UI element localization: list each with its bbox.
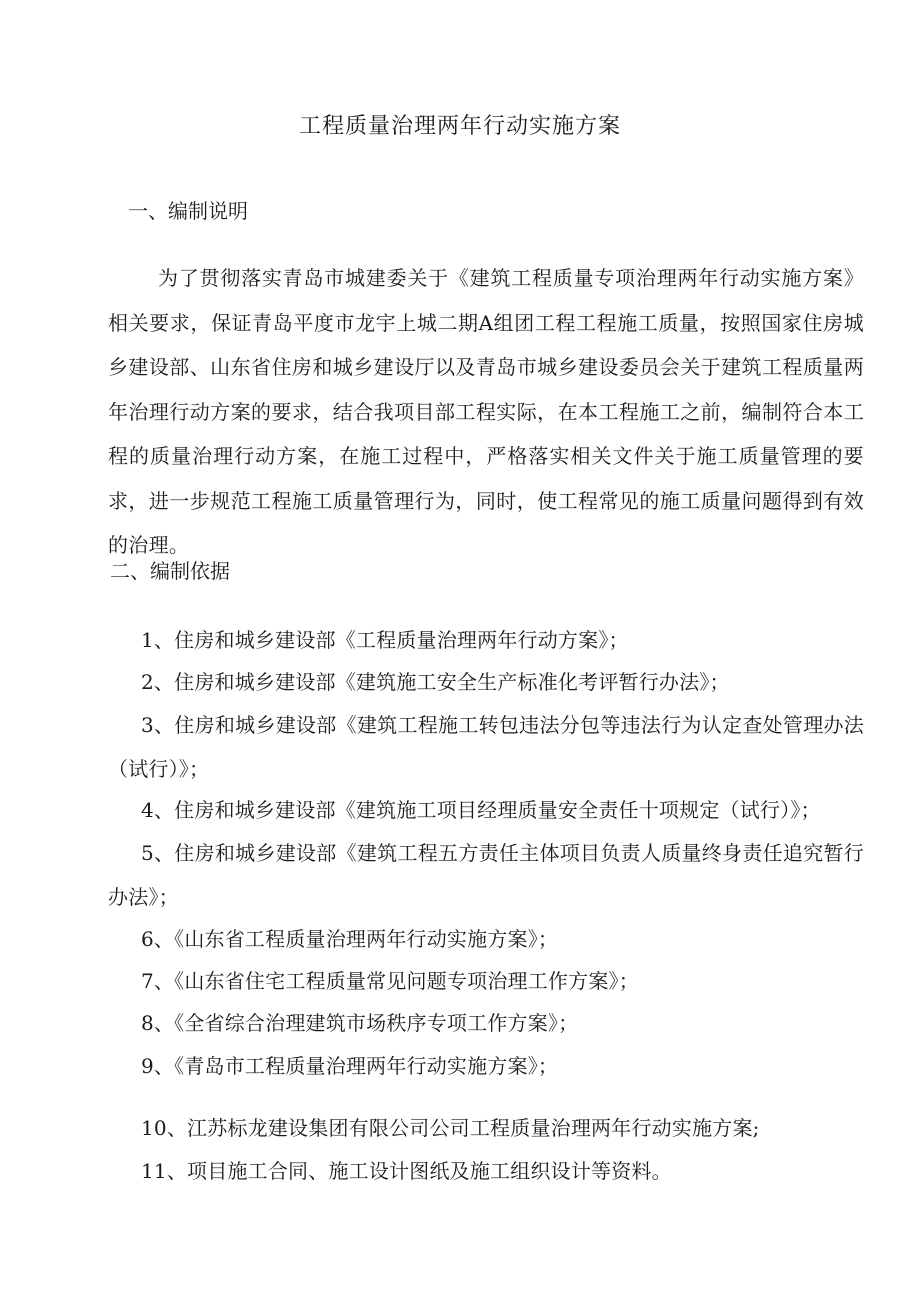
basis-list-item: 7、《山东省住宅工程质量常见问题专项治理工作方案》；: [141, 969, 639, 993]
basis-list-item: 1、住房和城乡建设部《工程质量治理两年行动方案》；: [141, 628, 629, 652]
basis-list-item: 8、《全省综合治理建筑市场秩序专项工作方案》；: [141, 1011, 579, 1035]
section-heading-compilation-basis: 二、编制依据: [110, 559, 230, 583]
compilation-notes-paragraph: 为了贯彻落实青岛市城建委关于《建筑工程质量专项治理两年行动实施方案》相关要求，保证青岛平度市龙宇上城二期A组团工程工程施工质量，按照国家住房城乡建设部、山东省住房和城乡建设厅以及青岛市城乡建设委员会关于建筑工程质量两年治理行动方案的要求，结合我项目部工程实际，在本工程施工之前，编制符合本工程的质量治理行动方案，在施工过程中，严格落实相关文件关于施工质量管理的要求，进一步规范工程施工质量管理行为，同时，使工程常见的施工质量问题得到有效的治理。: [108, 266, 864, 557]
document-title: 工程质量治理两年行动实施方案: [298, 114, 621, 139]
section-heading-compilation-notes: 一、编制说明: [128, 199, 248, 223]
basis-list-item: 3、住房和城乡建设部《建筑工程施工转包违法分包等违法行为认定查处管理办法（试行）》；: [108, 713, 864, 781]
basis-list-item: 10、江苏标龙建设集团有限公司公司工程质量治理两年行动实施方案;: [141, 1116, 760, 1140]
basis-list-item: 9、《青岛市工程质量治理两年行动实施方案》；: [141, 1054, 559, 1078]
basis-list-item: 6、《山东省工程质量治理两年行动实施方案》；: [141, 927, 559, 951]
basis-list-item: 4、住房和城乡建设部《建筑施工项目经理质量安全责任十项规定（试行）》；: [141, 798, 821, 822]
basis-list-item: 11、项目施工合同、施工设计图纸及施工组织设计等资料。: [141, 1159, 672, 1183]
basis-list-item: 5、住房和城乡建设部《建筑工程五方责任主体项目负责人质量终身责任追究暂行办法》；: [108, 841, 864, 909]
basis-list-item: 2、住房和城乡建设部《建筑施工安全生产标准化考评暂行办法》；: [141, 670, 730, 694]
